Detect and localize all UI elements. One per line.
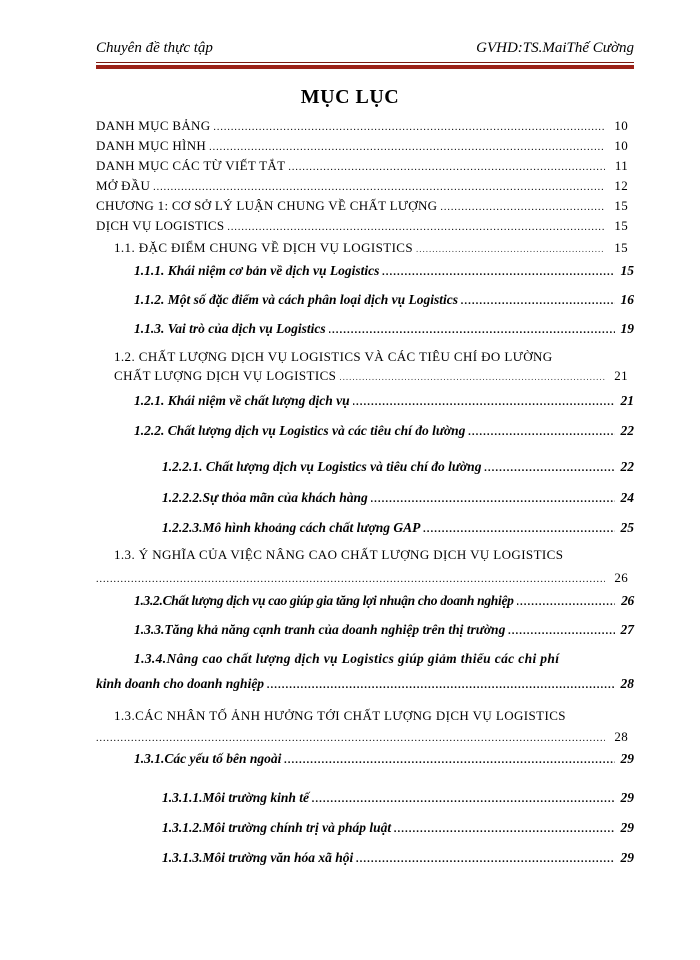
- page-header: [96, 40, 634, 62]
- toc-entry-1-3-nhan-to[interactable]: [96, 708, 634, 724]
- toc-page-number: 21: [620, 393, 634, 408]
- toc-page-number: 15: [614, 218, 628, 233]
- toc-entry-1-2-2[interactable]: [96, 423, 634, 439]
- toc-entry-1-2-2-1[interactable]: [96, 459, 634, 475]
- toc-entry-dich-vu-logistics[interactable]: [96, 218, 634, 234]
- toc-page-number: 29: [620, 751, 634, 766]
- toc-entry-label: 1.3.2.Chất lượng dịch vụ cao giúp gia tăng lợi nhuận cho doanh nghiệp: [134, 593, 514, 608]
- toc-entry-label: DANH MỤC HÌNH: [96, 138, 207, 153]
- toc-entry-label: 1.2.1. Khái niệm về chất lượng dịch vụ: [134, 393, 350, 408]
- dot-leader: [288, 162, 605, 173]
- toc-entry-label: DANH MỤC BẢNG: [96, 118, 211, 133]
- dot-leader: [382, 266, 615, 278]
- dot-leader: [96, 733, 605, 744]
- toc-entry-label: DANH MỤC CÁC TỪ VIẾT TẮT: [96, 158, 286, 173]
- toc-entry-1-2-2-2[interactable]: [96, 490, 634, 506]
- toc-entry-label: MỞ ĐẦU: [96, 178, 151, 193]
- toc-entry-1-3-y-nghia[interactable]: [96, 547, 634, 563]
- toc-entry-1-1-2[interactable]: [96, 292, 634, 308]
- toc-page-number: 12: [614, 178, 628, 193]
- toc-page-number: 15: [614, 240, 628, 255]
- toc-page-number: 29: [620, 850, 634, 865]
- toc-page-number: 15: [614, 198, 628, 213]
- toc-page-number: 15: [620, 263, 634, 278]
- toc-entry-1-3-1[interactable]: [96, 751, 634, 767]
- dot-leader: [423, 523, 615, 535]
- toc-entry-label: 1.1. ĐẶC ĐIỂM CHUNG VỀ DỊCH VỤ LOGISTICS: [114, 240, 413, 255]
- dot-leader: [416, 244, 605, 254]
- toc-entry-label: 1.3. Ý NGHĨA CỦA VIỆC NÂNG CAO CHẤT LƯỢNG DỊCH VỤ LOGISTICS: [114, 547, 564, 562]
- toc-entry-label-line1: 1.3.4.Nâng cao chất lượng dịch vụ Logistics giúp giảm thiểu các chi phí: [134, 651, 560, 666]
- dot-leader: [153, 182, 605, 193]
- dot-leader: [339, 372, 605, 382]
- toc-page-number: 22: [620, 423, 634, 438]
- dot-leader: [96, 574, 605, 585]
- toc-page-number: 24: [620, 490, 634, 505]
- toc-page-number: 26: [621, 593, 634, 608]
- toc-entry-1-3-4[interactable]: [96, 651, 634, 692]
- toc-entry-label: 1.3.1.3.Môi trường văn hóa xã hội: [162, 850, 354, 865]
- toc-entry-label-line2: CHẤT LƯỢNG DỊCH VỤ LOGISTICS: [114, 368, 337, 383]
- dot-leader: [440, 202, 605, 213]
- header-supervisor: GVHD:TS.MaiThế Cường: [476, 40, 634, 56]
- toc-entry-label: 1.3.1.Các yếu tố bên ngoài: [134, 751, 282, 766]
- toc-page-number: 11: [614, 158, 628, 173]
- toc-entry-1-1-1[interactable]: [96, 263, 634, 279]
- dot-leader: [461, 295, 615, 307]
- toc-entry-label: 1.2.2.3.Mô hình khoảng cách chất lượng GAP: [162, 520, 421, 535]
- toc-page-number: 28: [620, 676, 634, 691]
- toc-page-number: 21: [614, 368, 628, 383]
- dot-leader: [227, 222, 605, 233]
- toc-entry-label: 1.2.2. Chất lượng dịch vụ Logistics và các tiêu chí đo lường: [134, 423, 466, 438]
- toc-page-number: 28: [614, 729, 628, 744]
- toc-entry-label: DỊCH VỤ LOGISTICS: [96, 218, 225, 233]
- toc-entry-1-2-2-3[interactable]: [96, 520, 634, 536]
- toc-entry-label: CHƯƠNG 1: CƠ SỞ LÝ LUẬN CHUNG VỀ CHẤT LƯỢNG: [96, 198, 438, 213]
- toc-entry-label-line2: kinh doanh cho doanh nghiệp: [96, 676, 265, 691]
- toc-page-number: 10: [614, 118, 628, 133]
- toc-entry-label: 1.1.3. Vai trò của dịch vụ Logistics: [134, 321, 326, 336]
- dot-leader: [484, 462, 615, 474]
- dot-leader: [284, 754, 615, 766]
- page-title: MỤC LỤC: [300, 86, 400, 108]
- toc-page-number: 26: [614, 570, 628, 585]
- toc-entry-label: 1.3.1.1.Môi trường kinh tế: [162, 790, 309, 805]
- dot-leader: [468, 426, 615, 438]
- toc-entry-1-3-y-nghia-leader[interactable]: [96, 570, 634, 586]
- toc-page-number: 10: [614, 138, 628, 153]
- toc-page-number: 29: [620, 790, 634, 805]
- toc-page-number: 25: [620, 520, 634, 535]
- toc-entry-danh-muc-hinh[interactable]: [96, 138, 634, 154]
- header-divider-thin: [96, 62, 634, 63]
- header-report-type: Chuyên đề thực tập: [96, 40, 213, 56]
- toc-entry-1-1[interactable]: [96, 240, 634, 256]
- toc-entry-label: 1.1.2. Một số đặc điểm và cách phân loại dịch vụ Logistics: [134, 292, 458, 307]
- toc-page-number: 16: [620, 292, 634, 307]
- toc-entry-label: 1.2.2.2.Sự thỏa mãn của khách hàng: [162, 490, 368, 505]
- toc-page-number: 19: [620, 321, 634, 336]
- toc-page-number: 29: [620, 820, 634, 835]
- toc-entry-danh-muc-bang[interactable]: [96, 118, 634, 134]
- dot-leader: [356, 853, 615, 865]
- toc-entry-1-3-1-1[interactable]: [96, 790, 634, 806]
- toc-entry-1-1-3[interactable]: [96, 321, 634, 337]
- toc-entry-mo-dau[interactable]: [96, 178, 634, 194]
- toc-entry-label-line1: 1.2. CHẤT LƯỢNG DỊCH VỤ LOGISTICS VÀ CÁC TIÊU CHÍ ĐO LƯỜNG: [114, 349, 553, 364]
- dot-leader: [394, 823, 615, 835]
- toc-page-number: 27: [620, 622, 634, 637]
- toc-entry-tu-viet-tat[interactable]: [96, 158, 634, 174]
- toc-entry-label: 1.2.2.1. Chất lượng dịch vụ Logistics và tiêu chí đo lường: [162, 459, 482, 474]
- dot-leader: [209, 142, 605, 153]
- toc-entry-1-3-1-3[interactable]: [96, 850, 634, 866]
- toc-entry-1-3-1-2[interactable]: [96, 820, 634, 836]
- dot-leader: [267, 679, 615, 691]
- header-divider-thick: [96, 65, 634, 69]
- dot-leader: [329, 324, 615, 336]
- toc-entry-label: 1.1.1. Khái niệm cơ bản về dịch vụ Logistics: [134, 263, 380, 278]
- toc-entry-1-3-2[interactable]: [96, 593, 634, 609]
- dot-leader: [353, 396, 615, 408]
- toc-entry-1-3-3[interactable]: [96, 622, 634, 638]
- toc-entry-chuong-1[interactable]: [96, 198, 634, 214]
- dot-leader: [213, 122, 605, 133]
- toc-entry-label: 1.3.CÁC NHÂN TỐ ẢNH HƯỞNG TỚI CHẤT LƯỢNG DỊCH VỤ LOGISTICS: [114, 708, 566, 723]
- toc-entry-1-2-1[interactable]: [96, 393, 634, 409]
- dot-leader: [371, 493, 615, 505]
- toc-entry-label: 1.3.3.Tăng khả năng cạnh tranh của doanh nghiệp trên thị trường: [134, 622, 506, 637]
- dot-leader: [312, 793, 615, 805]
- toc-entry-1-2[interactable]: [96, 349, 634, 384]
- dot-leader: [517, 596, 615, 608]
- toc-entry-label: 1.3.1.2.Môi trường chính trị và pháp luật: [162, 820, 392, 835]
- toc-page-number: 22: [620, 459, 634, 474]
- toc-entry-1-3-nhan-to-leader[interactable]: [96, 729, 634, 745]
- dot-leader: [508, 625, 615, 637]
